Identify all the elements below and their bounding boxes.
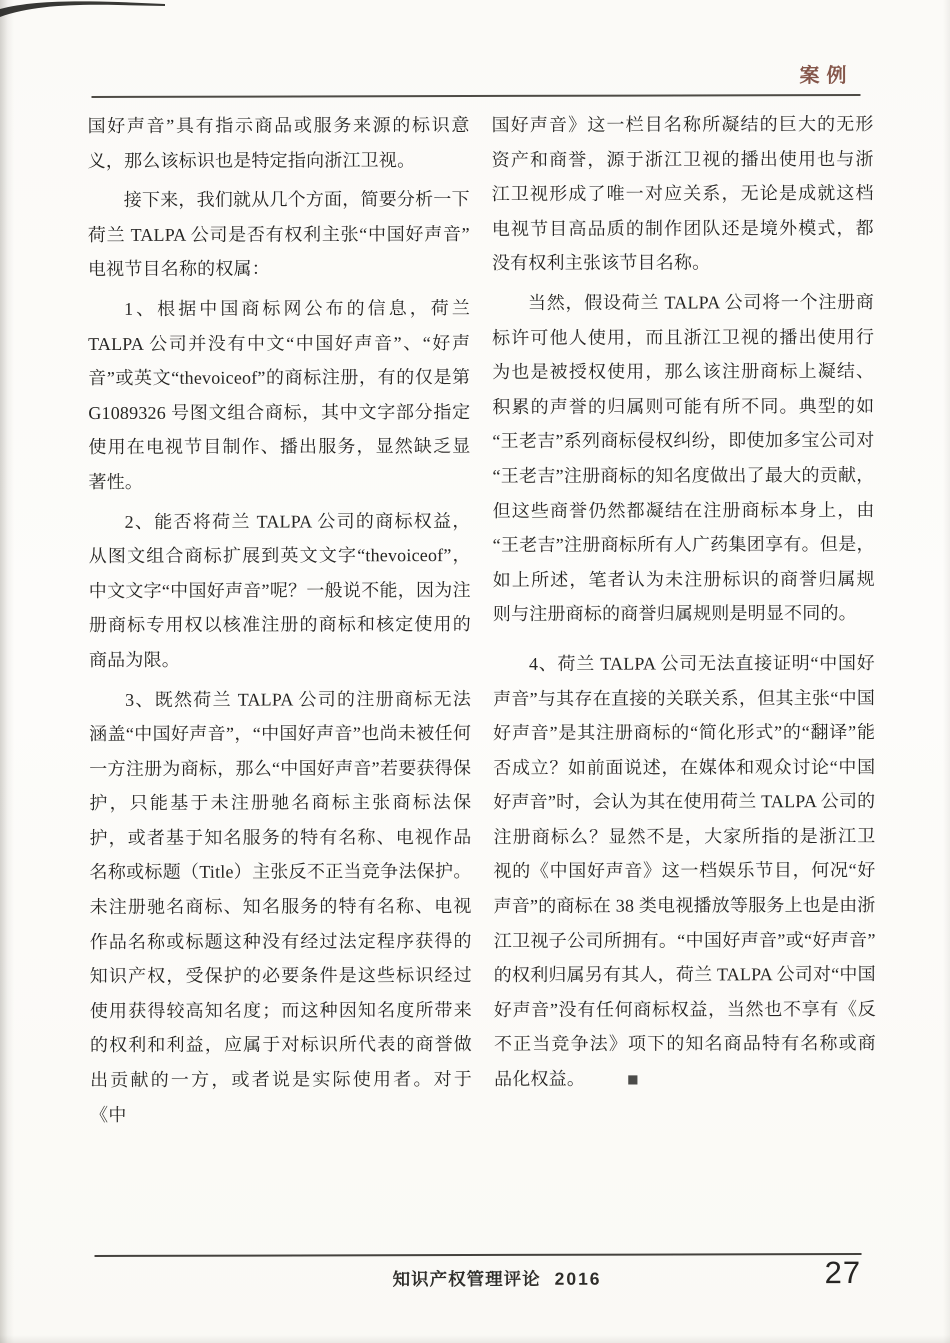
journal-year: 2016 [554, 1268, 602, 1289]
paragraph: 国好声音》这一栏目名称所凝结的巨大的无形资产和商誉，源于浙江卫视的播出使用也与浙江卫视形成了唯一对应关系，无论是成就这档电视节目高品质的制作团队还是境外模式，都没有权利主张该节目名称。 [491, 113, 874, 274]
paragraph: 接下来，我们就从几个方面，简要分析一下荷兰 TALPA 公司是否有权利主张“中国好声音”电视节目名称的权属： [87, 189, 470, 280]
end-of-article-mark: ■ [627, 1069, 639, 1091]
paragraph: 国好声音”具有指示商品或服务来源的标识意义，那么该标识也是特定指向浙江卫视。 [87, 115, 470, 171]
header-rule-divider [91, 94, 860, 98]
column-left [88, 108, 473, 1132]
column-right [492, 107, 877, 1131]
journal-title: 知识产权管理评论 [392, 1268, 541, 1290]
paragraph: 2、能否将荷兰 TALPA 公司的商标权益，从图文组合商标扩展到英文文字“thevoiceof”，中文文字“中国好声音”呢？一般说不能，因为注册商标专用权以核准注册的商标和核定使用的商品为限。 [88, 510, 471, 670]
page-number: 27 [824, 1254, 862, 1291]
article-body [88, 107, 877, 1132]
paragraph: 3、既然荷兰 TALPA 公司的注册商标无法涵盖“中国好声音”，“中国好声音”也尚未被任何一方注册为商标，那么“中国好声音”若要获得保护，只能基于未注册驰名商标主张商标法保护，或者基于知名服务的特有名称、电视作品名称或标题（Title）主张反不正当竞争法保护。未注册驰名商标、知名服务的特有名称、电视作品名称或标题这种没有经过法定程序获得的知识产权，受保护的必要条件是这些标识经过使用获得较高知名度；而这种因知名度所带来的权利和利益，应属于对标识所代表的商誉做出贡献的一方，或者说是实际使用者。对于《中 [89, 688, 473, 1125]
footer-rule-divider [95, 1253, 862, 1257]
paragraph: 当然，假设荷兰 TALPA 公司将一个注册商标许可他人使用，而且浙江卫视的播出使用行为也是被授权使用，那么该注册商标上凝结、积累的声誉的归属则可能有所不同。典型的如“王老吉”系列商标侵权纠纷，即使加多宝公司对“王老吉”注册商标的知名度做出了最大的贡献，但这些商誉仍然都凝结在注册商标本身上，由“王老吉”注册商标所有人广药集团享有。但是，如上所述，笔者认为未注册标识的商誉归属规则与注册商标的商誉归属规则是明显不同的。 [492, 291, 875, 625]
section-label: 案例 [799, 65, 854, 88]
footer-journal-line [393, 1266, 602, 1292]
paragraph: 4、荷兰 TALPA 公司无法直接证明“中国好声音”与其存在直接的关联关系，但其主张“中国好声音”是其注册商标的“简化形式”的“翻译”能否成立？如前面说述，在媒体和观众讨论“中国好声音”时，会认为其在使用荷兰 TALPA 公司的注册商标么？显然不是，大家所指的是浙江卫视的《中国好声音》这一档娱乐节目，何况“好声音”的商标在 38 类电视播放等服务上也是由浙江卫视子公司所拥有。“中国好声音”或“好声音”的权利归属另有其人，荷兰 TALPA 公司对“中国好声音”没有任何商标权益，当然也不享有《反不正当竞争法》项下的知名商品特有名称或商品化权益。 ■ [493, 646, 876, 1098]
paragraph: 1、根据中国商标网公布的信息，荷兰 TALPA 公司并没有中文“中国好声音”、“好声音”或英文“thevoiceof”的商标注册，有的仅是第 G1089326 号图文组合商标，其中文字部分指定使用在电视节目制作、播出服务，显然缺乏显著性。 [88, 297, 471, 492]
